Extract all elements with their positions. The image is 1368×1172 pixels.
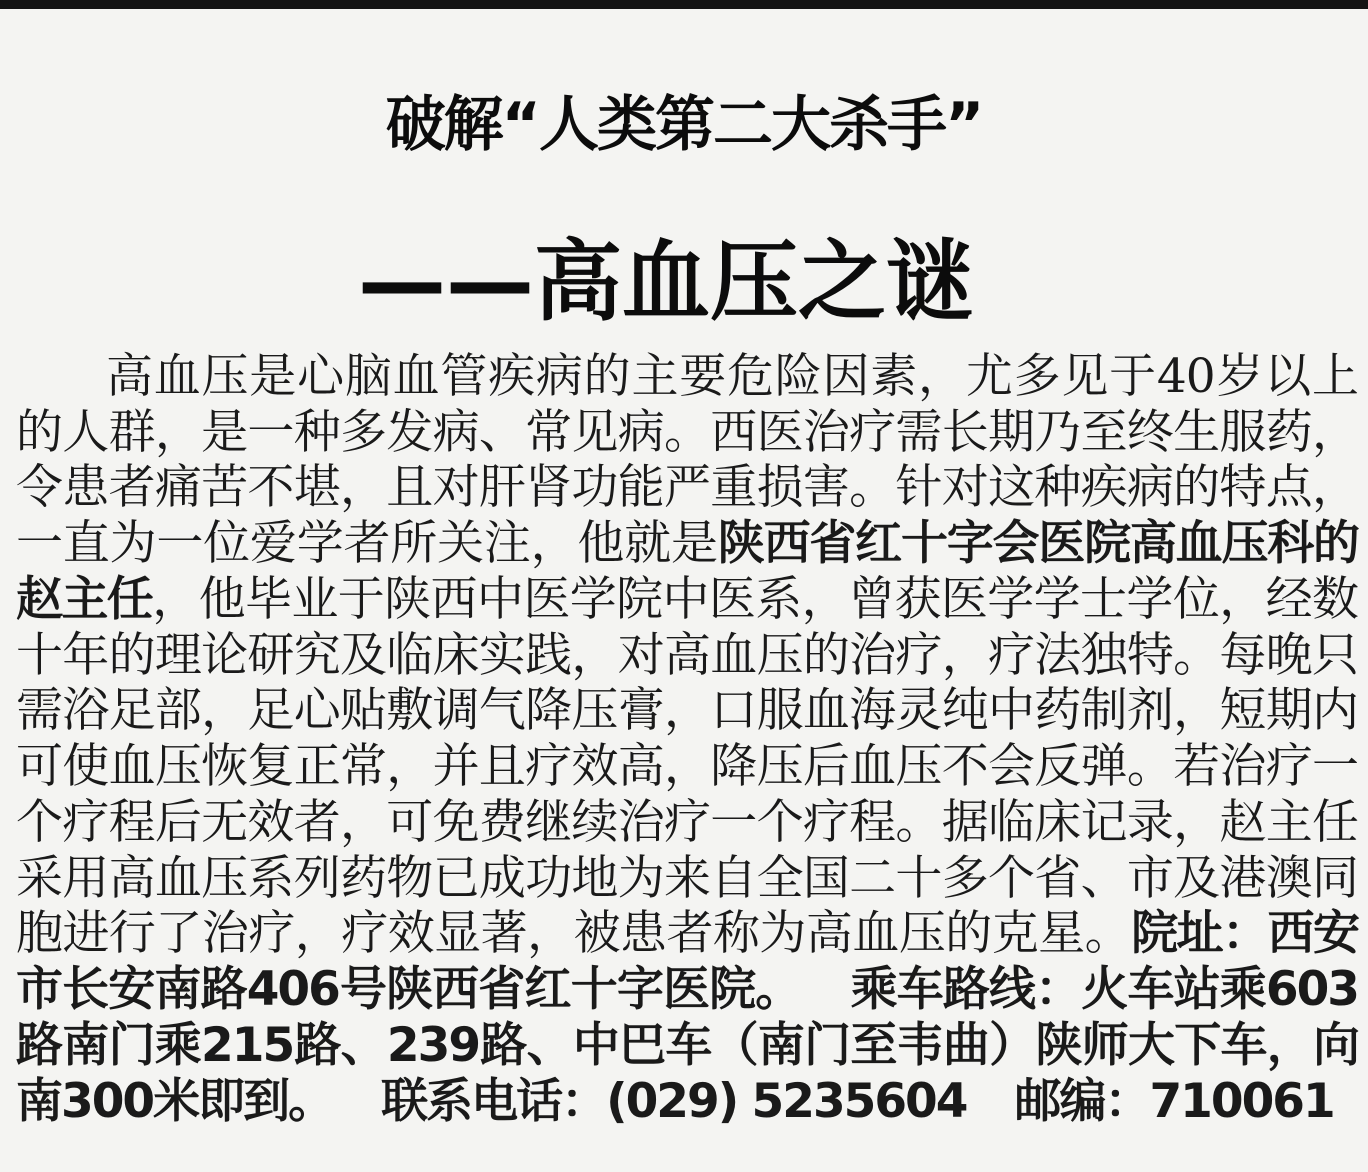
postcode: 邮编：710061 bbox=[1014, 1073, 1334, 1129]
contact-phone: 联系电话：(029) 5235604 bbox=[381, 1073, 967, 1129]
top-rule bbox=[0, 0, 1368, 9]
bus-route: 乘车路线：火车站乘603路南门乘215路、239路、中巴车（南门至韦曲）陕师大下车，向南300米即到。 bbox=[16, 962, 1358, 1129]
article-intro: 高血压是心脑血管疾病的主要危险因素，尤多见于40岁以上的人群，是一种多发病、常见病。西医治疗需长期乃至终生服药，令患者痛苦不堪，且对肝肾功能严重损害。针对这种疾病的特点，一直为一位爱学者所关注，他就是 bbox=[16, 349, 1358, 572]
article-main: ，他毕业于陕西中医学院中医系，曾获医学学士学位，经数十年的理论研究及临床实践，对高血压的治疗，疗法独特。每晚只需浴足部，足心贴敷调气降压膏，口服血海灵纯中药制剂，短期内可使血压恢复正常，并且疗效高，降压后血压不会反弹。若治疗一个疗程后无效者，可免费继续治疗一个疗程。据临床记录，赵主任采用高血压系列药物已成功地为来自全国二十多个省、市及港澳同胞进行了治疗，疗效显著，被患者称为高血压的克星。 bbox=[16, 571, 1359, 962]
hospital-address: 院址：西安市长安南路406号陕西省红十字医院。 bbox=[16, 906, 1359, 1018]
headline: 破解“人类第二大杀手” bbox=[385, 90, 983, 160]
doctor-name: 陕西省红十字会医院高血压科的赵主任 bbox=[16, 516, 1359, 627]
article-body bbox=[16, 349, 1358, 1129]
subheadline: ——高血压之谜 bbox=[358, 230, 975, 333]
